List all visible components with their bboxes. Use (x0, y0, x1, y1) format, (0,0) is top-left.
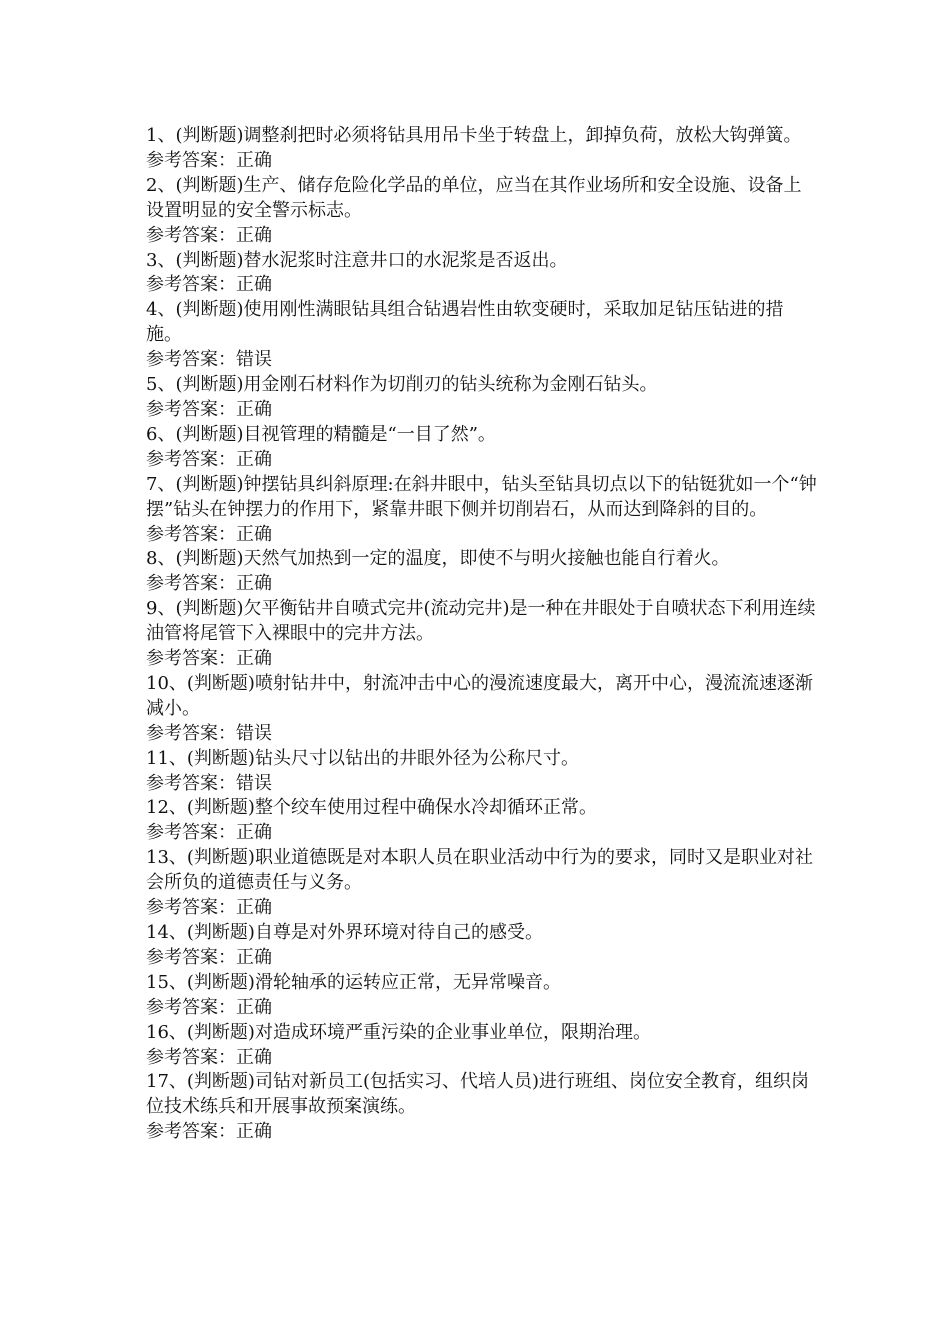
reference-answer (146, 348, 818, 373)
question-type: (判断题) (175, 374, 244, 396)
answer-value: 正确 (236, 822, 272, 844)
question-body: 欠平衡钻井自喷式完井(流动完井)是一种在井眼处于自喷状态下利用连续油管将尾管下入裸眼中的完井方法。 (146, 598, 816, 645)
answer-value: 错误 (236, 349, 272, 371)
question-item (146, 547, 818, 597)
question-number: 2、 (146, 174, 176, 196)
question-item (146, 1021, 818, 1071)
answer-label: 参考答案： (146, 1046, 236, 1068)
answer-label: 参考答案： (146, 722, 236, 744)
question-item (146, 846, 818, 921)
answer-label: 参考答案： (146, 996, 236, 1018)
question-number: 14、 (146, 922, 187, 943)
question-number: 15、 (146, 971, 187, 993)
question-item (146, 373, 818, 423)
answer-value: 错误 (236, 722, 272, 744)
question-list (146, 124, 818, 1145)
reference-answer (146, 1120, 818, 1145)
answer-value: 正确 (236, 648, 272, 670)
question-number: 13、 (146, 847, 187, 869)
question-number: 6、 (146, 423, 176, 445)
answer-label: 参考答案： (146, 573, 236, 595)
reference-answer (146, 946, 818, 971)
question-type: (判断题) (186, 922, 255, 943)
reference-answer (146, 647, 818, 672)
question-item (146, 124, 818, 174)
question-text (146, 373, 818, 398)
question-item (146, 747, 818, 797)
question-text (146, 298, 818, 348)
question-body: 喷射钻井中，射流冲击中心的漫流速度最大，离开中心，漫流流速逐渐减小。 (146, 672, 813, 719)
question-item (146, 473, 818, 548)
answer-label: 参考答案： (146, 946, 236, 968)
question-body: 自尊是对外界环境对待自己的感受。 (254, 922, 543, 943)
reference-answer (146, 996, 818, 1021)
reference-answer (146, 1046, 818, 1071)
reference-answer (146, 149, 818, 174)
question-number: 11、 (146, 747, 187, 769)
answer-label: 参考答案： (146, 897, 236, 919)
question-number: 5、 (146, 374, 176, 396)
answer-value: 正确 (236, 523, 272, 545)
answer-label: 参考答案： (146, 648, 236, 670)
question-type: (判断题) (175, 548, 244, 570)
question-number: 3、 (146, 249, 176, 271)
reference-answer (146, 772, 818, 797)
question-item (146, 298, 818, 373)
question-number: 7、 (146, 473, 176, 495)
question-text (146, 547, 818, 572)
answer-value: 正确 (236, 224, 272, 246)
question-item (146, 672, 818, 747)
question-text (146, 846, 818, 896)
answer-label: 参考答案： (146, 398, 236, 420)
question-item (146, 249, 818, 299)
reference-answer (146, 448, 818, 473)
question-type: (判断题) (186, 747, 255, 769)
answer-label: 参考答案： (146, 149, 236, 171)
question-body: 职业道德既是对本职人员在职业活动中行为的要求，同时又是职业对社会所负的道德责任与义务。 (146, 847, 813, 894)
reference-answer (146, 224, 818, 249)
question-body: 司钻对新员工(包括实习、代培人员)进行班组、岗位安全教育，组织岗位技术练兵和开展事故预案演练。 (146, 1071, 809, 1118)
reference-answer (146, 821, 818, 846)
question-type: (判断题) (175, 598, 244, 620)
question-type: (判断题) (175, 174, 244, 196)
reference-answer (146, 572, 818, 597)
question-type: (判断题) (186, 847, 255, 869)
question-body: 目视管理的精髓是“一目了然”。 (243, 423, 496, 445)
question-item (146, 921, 818, 971)
question-body: 用金刚石材料作为切削刃的钻头统称为金刚石钻头。 (243, 374, 658, 396)
question-number: 16、 (146, 1021, 187, 1043)
question-number: 9、 (146, 598, 176, 620)
question-text (146, 423, 818, 448)
answer-value: 正确 (236, 149, 272, 171)
answer-value: 错误 (236, 772, 272, 794)
answer-label: 参考答案： (146, 448, 236, 470)
question-number: 1、 (146, 125, 176, 146)
reference-answer (146, 273, 818, 298)
question-type: (判断题) (186, 971, 255, 993)
answer-value: 正确 (236, 946, 272, 968)
question-type: (判断题) (175, 423, 244, 445)
answer-value: 正确 (236, 398, 272, 420)
question-type: (判断题) (175, 249, 244, 271)
question-body: 对造成环境严重污染的企业事业单位，限期治理。 (254, 1021, 651, 1043)
question-text (146, 1021, 818, 1046)
question-number: 4、 (146, 299, 176, 321)
question-item (146, 971, 818, 1021)
question-text (146, 249, 818, 274)
answer-value: 正确 (236, 1121, 272, 1143)
question-text (146, 672, 818, 722)
question-text (146, 473, 818, 523)
question-type: (判断题) (175, 473, 244, 495)
reference-answer (146, 523, 818, 548)
answer-label: 参考答案： (146, 274, 236, 296)
question-body: 替水泥浆时注意井口的水泥浆是否返出。 (243, 249, 568, 271)
reference-answer (146, 722, 818, 747)
question-body: 使用刚性满眼钻具组合钻遇岩性由软变硬时，采取加足钻压钻进的措施。 (146, 299, 784, 346)
question-number: 17、 (146, 1071, 187, 1093)
question-body: 钟摆钻具纠斜原理:在斜井眼中，钻头至钻具切点以下的钻铤犹如一个“钟摆”钻头在钟摆力的作用下，紧靠井眼下侧并切削岩石，从而达到降斜的目的。 (146, 473, 817, 520)
question-text (146, 174, 818, 224)
answer-value: 正确 (236, 573, 272, 595)
answer-label: 参考答案： (146, 772, 236, 794)
reference-answer (146, 398, 818, 423)
question-type: (判断题) (186, 1071, 255, 1093)
answer-value: 正确 (236, 274, 272, 296)
question-number: 10、 (146, 672, 187, 694)
answer-label: 参考答案： (146, 349, 236, 371)
answer-value: 正确 (236, 897, 272, 919)
question-type: (判断题) (186, 797, 255, 819)
question-type: (判断题) (186, 1021, 255, 1043)
answer-value: 正确 (236, 448, 272, 470)
question-text (146, 124, 818, 149)
answer-value: 正确 (236, 1046, 272, 1068)
question-body: 滑轮轴承的运转应正常，无异常噪音。 (254, 971, 561, 993)
answer-label: 参考答案： (146, 822, 236, 844)
question-item (146, 597, 818, 672)
question-text (146, 921, 818, 946)
question-number: 8、 (146, 548, 176, 570)
question-type: (判断题) (175, 125, 244, 146)
question-body: 生产、储存危险化学品的单位，应当在其作业场所和安全设施、设备上设置明显的安全警示标志。 (146, 174, 802, 221)
question-type: (判断题) (186, 672, 255, 694)
answer-label: 参考答案： (146, 224, 236, 246)
question-text (146, 796, 818, 821)
question-text (146, 597, 818, 647)
question-number: 12、 (146, 797, 187, 819)
reference-answer (146, 896, 818, 921)
question-body: 整个绞车使用过程中确保水冷却循环正常。 (254, 797, 597, 819)
question-body: 钻头尺寸以钻出的井眼外径为公称尺寸。 (254, 747, 579, 769)
question-body: 天然气加热到一定的温度，即使不与明火接触也能自行着火。 (243, 548, 730, 570)
question-type: (判断题) (175, 299, 244, 321)
question-item (146, 423, 818, 473)
answer-label: 参考答案： (146, 523, 236, 545)
question-item (146, 796, 818, 846)
question-text (146, 747, 818, 772)
question-item (146, 174, 818, 249)
question-text (146, 1070, 818, 1120)
question-text (146, 971, 818, 996)
question-item (146, 1070, 818, 1145)
question-body: 调整刹把时必须将钻具用吊卡坐于转盘上，卸掉负荷，放松大钩弹簧。 (243, 125, 802, 146)
answer-label: 参考答案： (146, 1121, 236, 1143)
answer-value: 正确 (236, 996, 272, 1018)
